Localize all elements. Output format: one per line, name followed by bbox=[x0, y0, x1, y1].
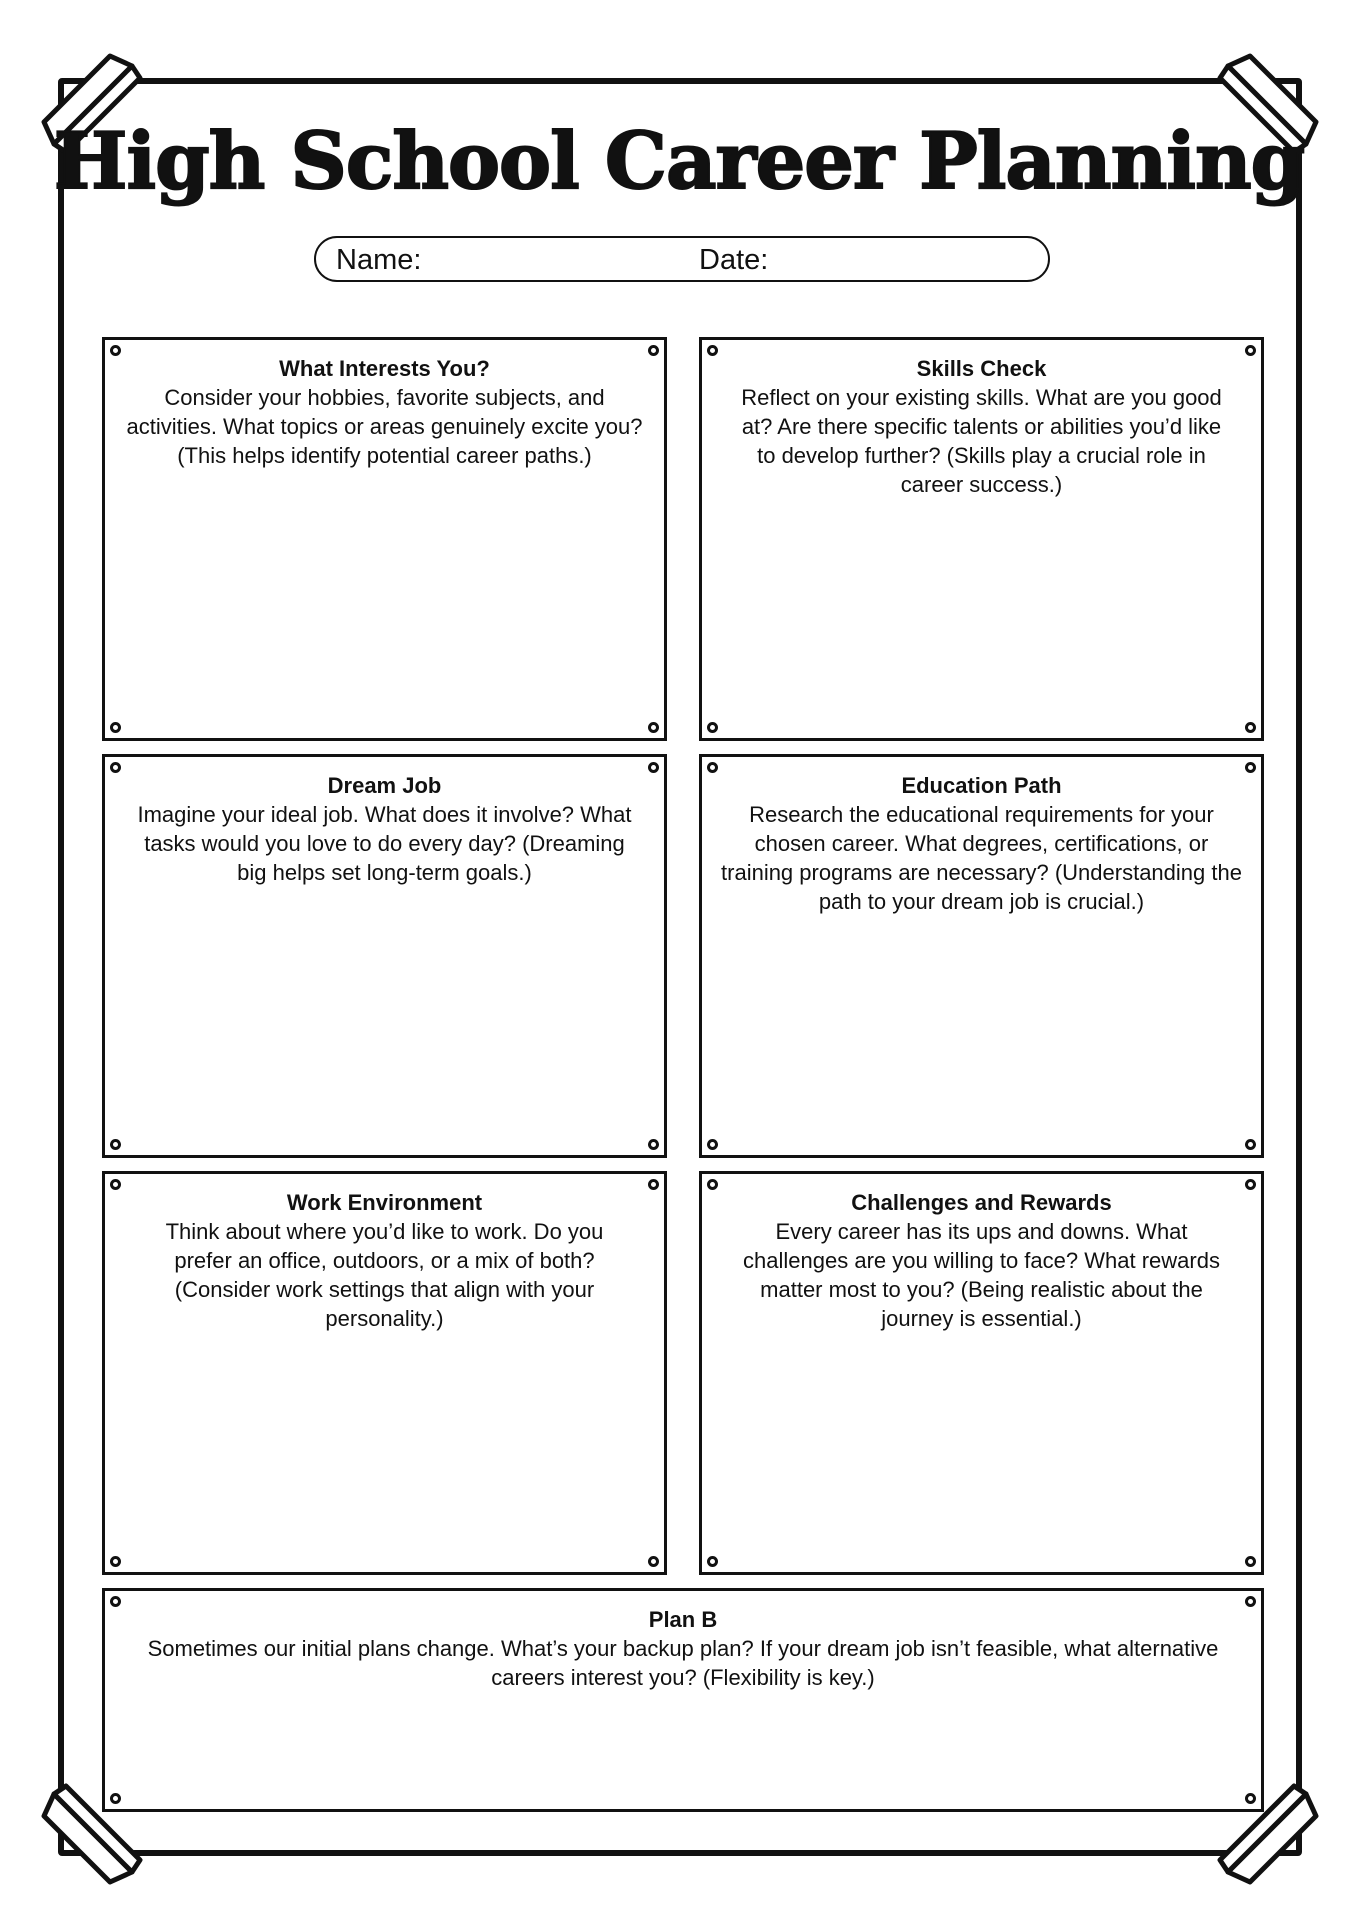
section-heading: Skills Check bbox=[916, 356, 1047, 381]
rivet-icon bbox=[648, 345, 659, 356]
date-label: Date: bbox=[699, 244, 769, 276]
section-heading: Work Environment bbox=[286, 1190, 483, 1215]
section-heading: Challenges and Rewards bbox=[851, 1190, 1112, 1215]
page-title: High School Career Planning bbox=[53, 116, 1305, 207]
rivet-icon bbox=[110, 722, 121, 733]
rivet-icon bbox=[110, 1596, 121, 1607]
section-prompt: Imagine your ideal job. What does it involve? What tasks would you love to do every day? (Dreaming big helps set long-term goals.) bbox=[137, 802, 632, 885]
section-plan-b bbox=[102, 1588, 1264, 1812]
rivet-icon bbox=[110, 1793, 121, 1804]
rivet-icon bbox=[110, 1556, 121, 1567]
section-what-interests-you bbox=[102, 337, 667, 741]
rivet-icon bbox=[707, 1179, 718, 1190]
rivet-icon bbox=[1245, 1139, 1256, 1150]
rivet-icon bbox=[1245, 1556, 1256, 1567]
rivet-icon bbox=[1245, 722, 1256, 733]
rivet-icon bbox=[110, 345, 121, 356]
rivet-icon bbox=[707, 722, 718, 733]
rivet-icon bbox=[707, 345, 718, 356]
section-education-path bbox=[699, 754, 1264, 1158]
rivet-icon bbox=[1245, 1596, 1256, 1607]
section-heading: Dream Job bbox=[327, 773, 442, 798]
rivet-icon bbox=[110, 762, 121, 773]
rivet-icon bbox=[707, 762, 718, 773]
section-dream-job bbox=[102, 754, 667, 1158]
section-prompt: Sometimes our initial plans change. What’s your backup plan? If your dream job isn’t feasible, what alternative careers interest you? (Flexibility is key.) bbox=[147, 1636, 1219, 1690]
section-heading: Plan B bbox=[648, 1607, 718, 1632]
rivet-icon bbox=[110, 1179, 121, 1190]
rivet-icon bbox=[1245, 762, 1256, 773]
rivet-icon bbox=[648, 722, 659, 733]
rivet-icon bbox=[648, 1556, 659, 1567]
section-prompt: Every career has its ups and downs. What challenges are you willing to face? What rewards matter most to you? (Being realistic about the journey is essential.) bbox=[743, 1219, 1220, 1331]
rivet-icon bbox=[648, 1139, 659, 1150]
rivet-icon bbox=[110, 1139, 121, 1150]
rivet-icon bbox=[648, 762, 659, 773]
rivet-icon bbox=[648, 1179, 659, 1190]
section-prompt: Consider your hobbies, favorite subjects, and activities. What topics or areas genuinely excite you? (This helps identify potential career paths.) bbox=[126, 385, 643, 468]
rivet-icon bbox=[707, 1556, 718, 1567]
section-prompt: Research the educational requirements for your chosen career. What degrees, certifications, or training programs are necessary? (Understanding the path to your dream job is crucial.) bbox=[721, 802, 1242, 914]
section-prompt: Reflect on your existing skills. What are you good at? Are there specific talents or abilities you’d like to develop further? (Skills play a crucial role in career success.) bbox=[741, 385, 1222, 497]
rivet-icon bbox=[1245, 1793, 1256, 1804]
section-skills-check bbox=[699, 337, 1264, 741]
rivet-icon bbox=[707, 1139, 718, 1150]
section-challenges-and-rewards bbox=[699, 1171, 1264, 1575]
section-heading: What Interests You? bbox=[279, 356, 490, 381]
section-heading: Education Path bbox=[901, 773, 1062, 798]
name-label: Name: bbox=[336, 244, 422, 276]
section-work-environment bbox=[102, 1171, 667, 1575]
section-prompt: Think about where you’d like to work. Do you prefer an office, outdoors, or a mix of both? (Consider work settings that align with your personality.) bbox=[165, 1219, 604, 1331]
rivet-icon bbox=[1245, 345, 1256, 356]
name-date-bar bbox=[314, 236, 1050, 282]
rivet-icon bbox=[1245, 1179, 1256, 1190]
